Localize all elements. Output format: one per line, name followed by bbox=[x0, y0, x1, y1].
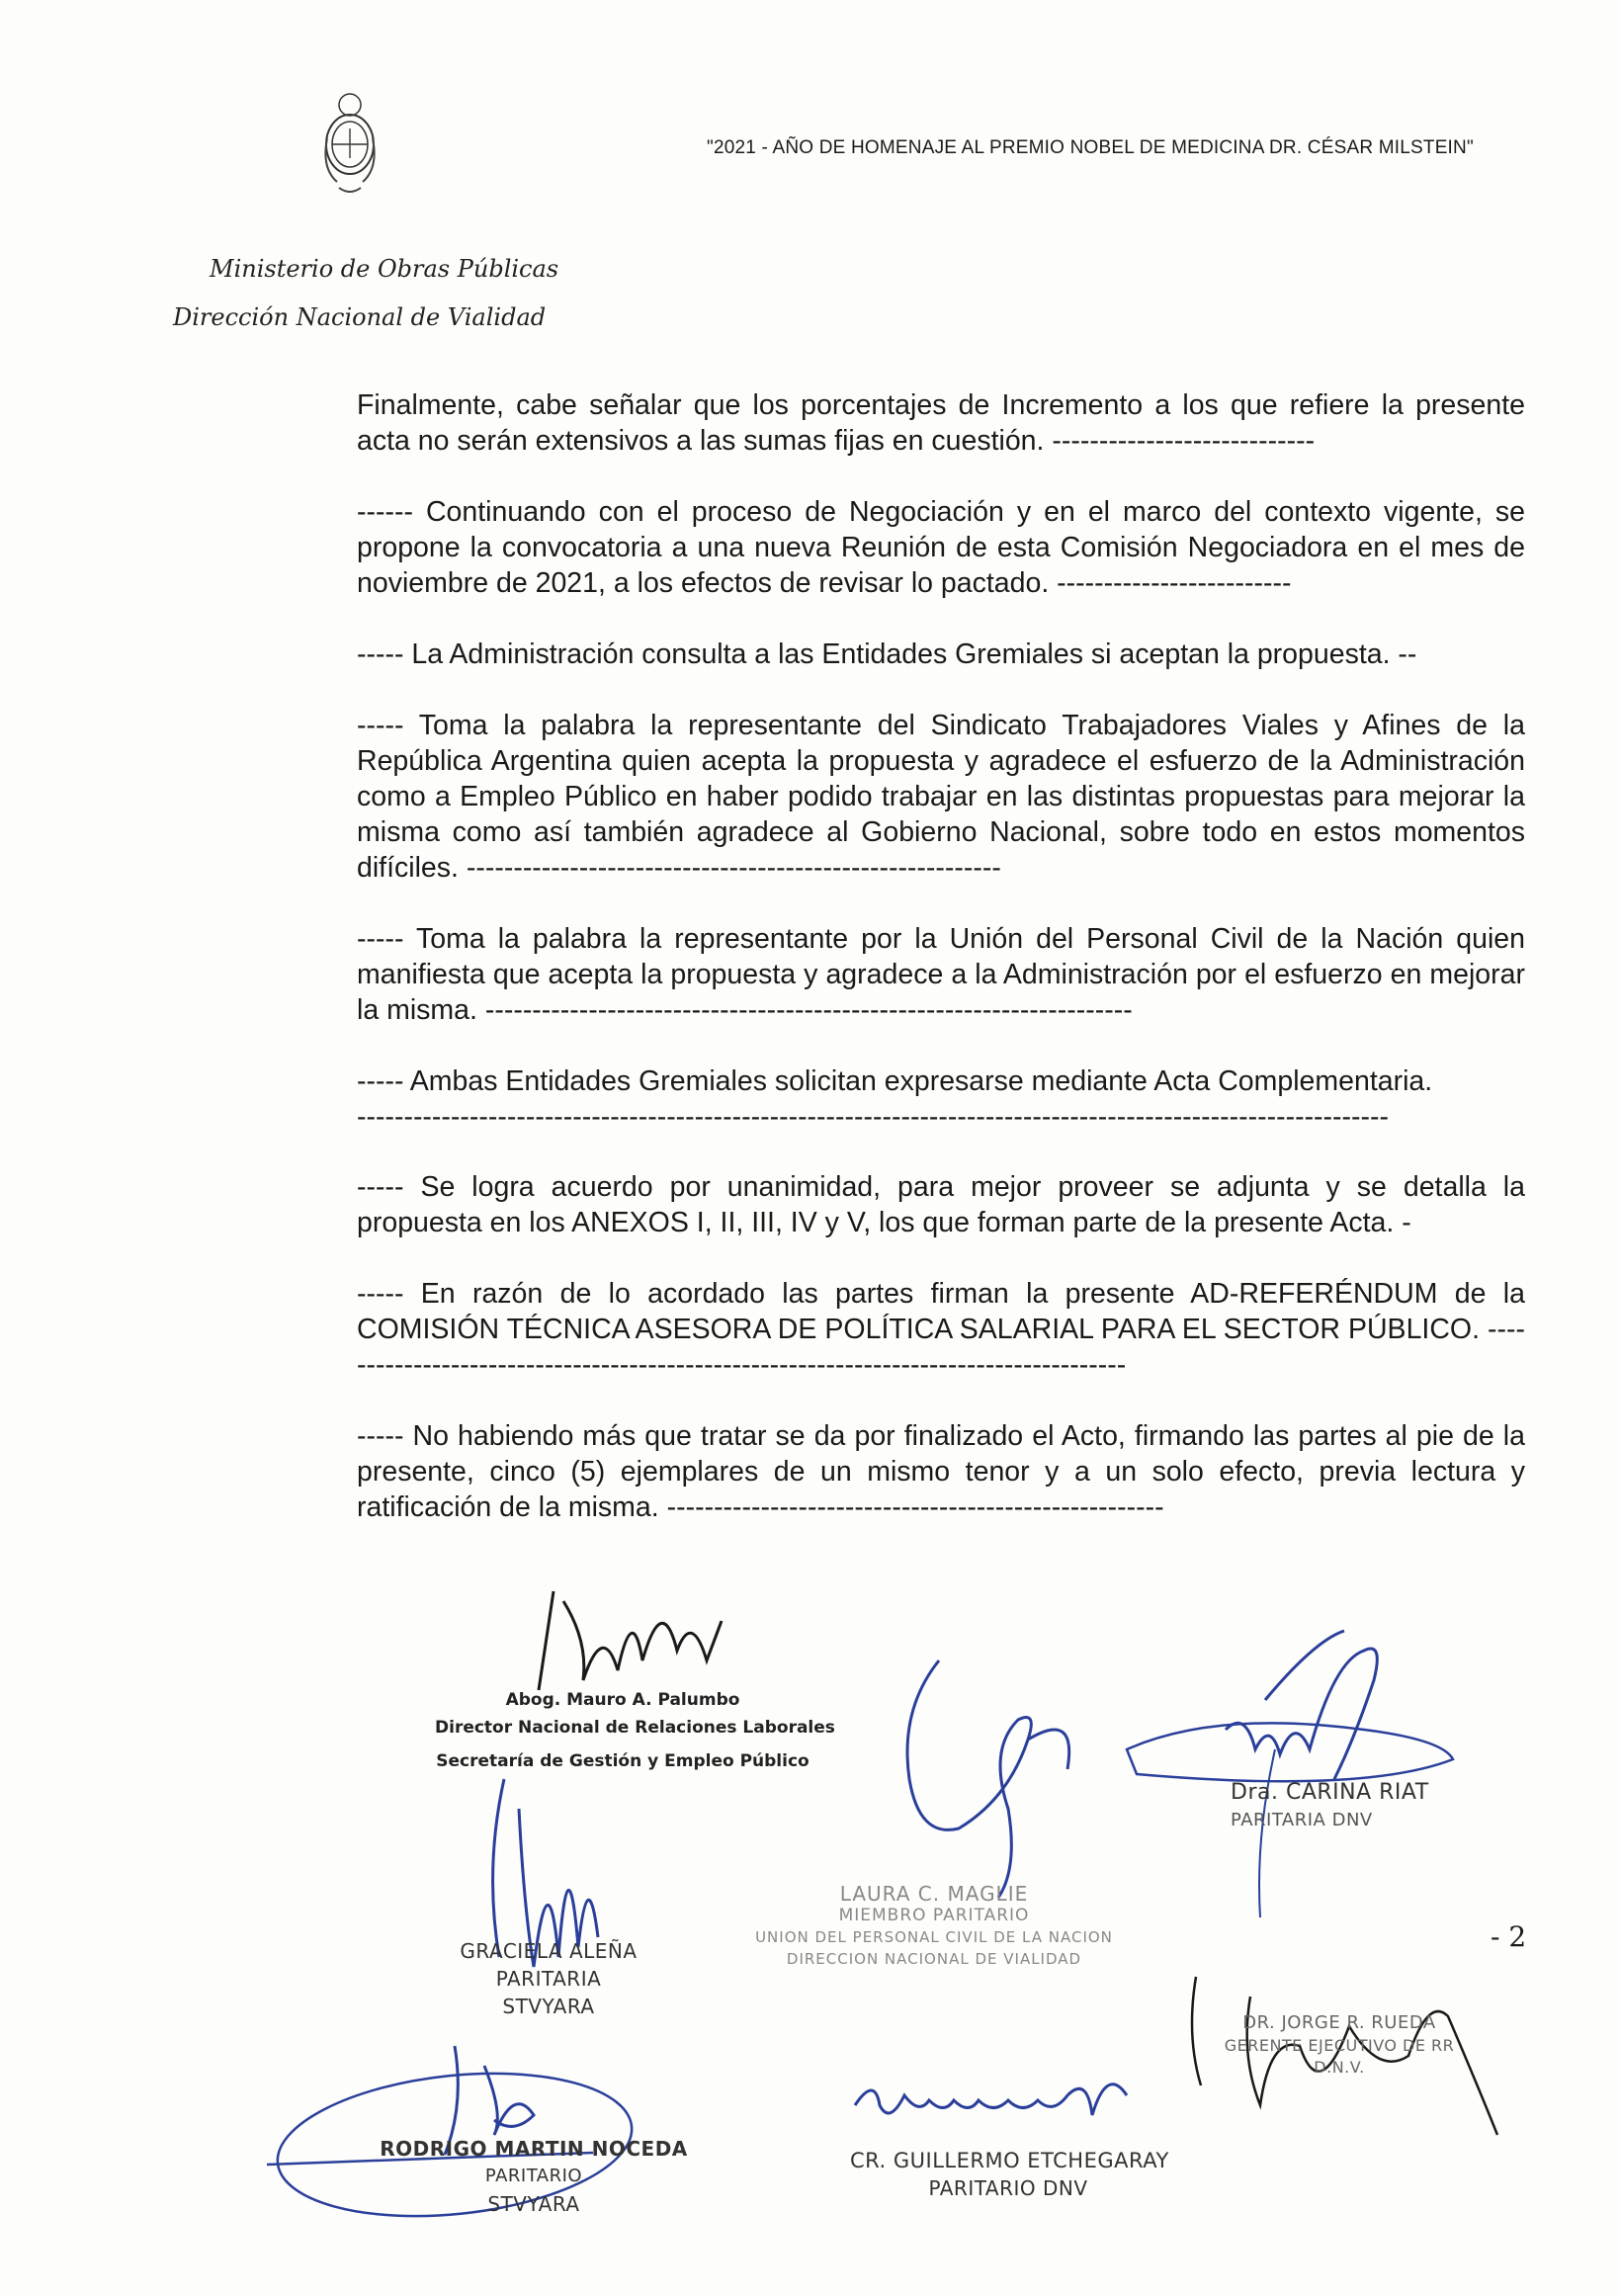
rueda-stamp bbox=[1196, 2011, 1483, 2079]
alena-name: GRACIELA ALEÑA bbox=[460, 1939, 638, 1963]
maglie-name: LAURA C. MAGLIE bbox=[839, 1882, 1029, 1906]
rueda-title: GERENTE EJECUTIVO DE RR bbox=[1224, 2036, 1455, 2055]
riat-stamp bbox=[1231, 1779, 1507, 1834]
paragraph-2: ------ Continuando con el proceso de Negociación y en el marco del contexto vigente, se propone la convocatoria a una nueva Reunión de esta Comisión Negociadora en el mes de noviembre de 2021, a los efectos de revisar lo pactado. ------------------------- bbox=[357, 496, 1525, 599]
riat-name: Dra. CARINA RIAT bbox=[1231, 1780, 1429, 1805]
paragraph-1: Finalmente, cabe señalar que los porcentajes de Incremento a los que refiere la presente acta no serán extensivos a las sumas fijas en cuestión. ---------------------------- bbox=[357, 389, 1525, 457]
paragraph-8: ----- En razón de lo acordado las partes firman la presente AD-REFERÉNDUM de la COMISIÓN TÉCNICA ASESORA DE POLÍTICA SALARIAL PARA EL SECTOR PÚBLICO. -------------------------------------------------------------------------------------- bbox=[357, 1278, 1525, 1381]
rueda-org: D.N.V. bbox=[1314, 2058, 1365, 2077]
palumbo-name: Abog. Mauro A. Palumbo bbox=[505, 1690, 740, 1710]
etchegaray-signature bbox=[850, 2056, 1137, 2145]
noceda-name: RODRIGO MARTIN NOCEDA bbox=[380, 2137, 688, 2161]
alena-stamp bbox=[425, 1937, 672, 2020]
alena-role: PARITARIA bbox=[495, 1967, 602, 1991]
paragraph-3: ----- La Administración consulta a las Entidades Gremiales si aceptan la propuesta. -- bbox=[357, 638, 1417, 670]
palumbo-stamp bbox=[435, 1686, 835, 1775]
alena-union: STVYARA bbox=[502, 1995, 595, 2018]
coat-of-arms-icon bbox=[319, 79, 381, 206]
etchegaray-stamp bbox=[850, 2147, 1169, 2202]
palumbo-signature bbox=[494, 1581, 751, 1700]
maglie-role: MIEMBRO PARITARIO bbox=[838, 1906, 1030, 1925]
noceda-stamp bbox=[376, 2135, 692, 2218]
paragraph-4: ----- Toma la palabra la representante del Sindicato Trabajadores Viales y Afines de la República Argentina quien acepta la propuesta y agradece el esfuerzo de la Administración como a Empleo Público en haber podido trabajar en las distintas propuestas para mejorar la misma como así también agradece al Gobierno Nacional, sobre todo en estos momentos difíciles. --------------------------------------------------------- bbox=[357, 710, 1525, 884]
etchegaray-name: CR. GUILLERMO ETCHEGARAY bbox=[850, 2149, 1169, 2172]
header-motto: "2021 - AÑO DE HOMENAJE AL PREMIO NOBEL DE MEDICINA DR. CÉSAR MILSTEIN" bbox=[707, 137, 1474, 158]
direction-name: Dirección Nacional de Vialidad bbox=[173, 303, 547, 331]
maglie-office: DIRECCION NACIONAL DE VIALIDAD bbox=[786, 1950, 1082, 1968]
paragraph-9: ----- No habiendo más que tratar se da por finalizado el Acto, firmando las partes al pie de la presente, cinco (5) ejemplares de un mismo tenor y a un solo efecto, previa lectura y ratificación de la misma. ----------------------------------------------------- bbox=[357, 1420, 1525, 1523]
riat-role: PARITARIA DNV bbox=[1231, 1810, 1373, 1830]
dash-line: -------------------------------------------------------------------------------------------------------------- bbox=[357, 1101, 1389, 1133]
etchegaray-role: PARITARIO DNV bbox=[928, 2176, 1088, 2200]
rueda-name: DR. JORGE R. RUEDA bbox=[1242, 2012, 1436, 2033]
paragraph-7: ----- Se logra acuerdo por unanimidad, para mejor proveer se adjunta y se detalla la propuesta en los ANEXOS I, II, III, IV y V, los que forman parte de la presente Acta. - bbox=[357, 1171, 1525, 1238]
page-number: - 2 bbox=[1491, 1920, 1527, 1953]
noceda-union: STVYARA bbox=[487, 2192, 580, 2216]
maglie-union: UNION DEL PERSONAL CIVIL DE LA NACION bbox=[755, 1928, 1113, 1946]
paragraph-5: ----- Toma la palabra la representante por la Unión del Personal Civil de la Nación quien manifiesta que acepta la propuesta y agradece a la Administración por el esfuerzo en mejorar la misma. --------------------------------------------------------------------- bbox=[357, 923, 1525, 1026]
noceda-role: PARITARIO bbox=[484, 2166, 583, 2186]
palumbo-office: Secretaría de Gestión y Empleo Público bbox=[436, 1751, 810, 1771]
ministry-name: Ministerio de Obras Públicas bbox=[210, 255, 559, 283]
maglie-stamp bbox=[751, 1883, 1117, 1970]
document-body bbox=[357, 387, 1525, 1561]
maglie-signature bbox=[880, 1651, 1097, 1908]
paragraph-6 bbox=[357, 1063, 1525, 1135]
paragraph-6-text: ----- Ambas Entidades Gremiales solicitan expresarse mediante Acta Complementaria. bbox=[357, 1065, 1433, 1097]
palumbo-title: Director Nacional de Relaciones Laborales bbox=[435, 1718, 835, 1738]
